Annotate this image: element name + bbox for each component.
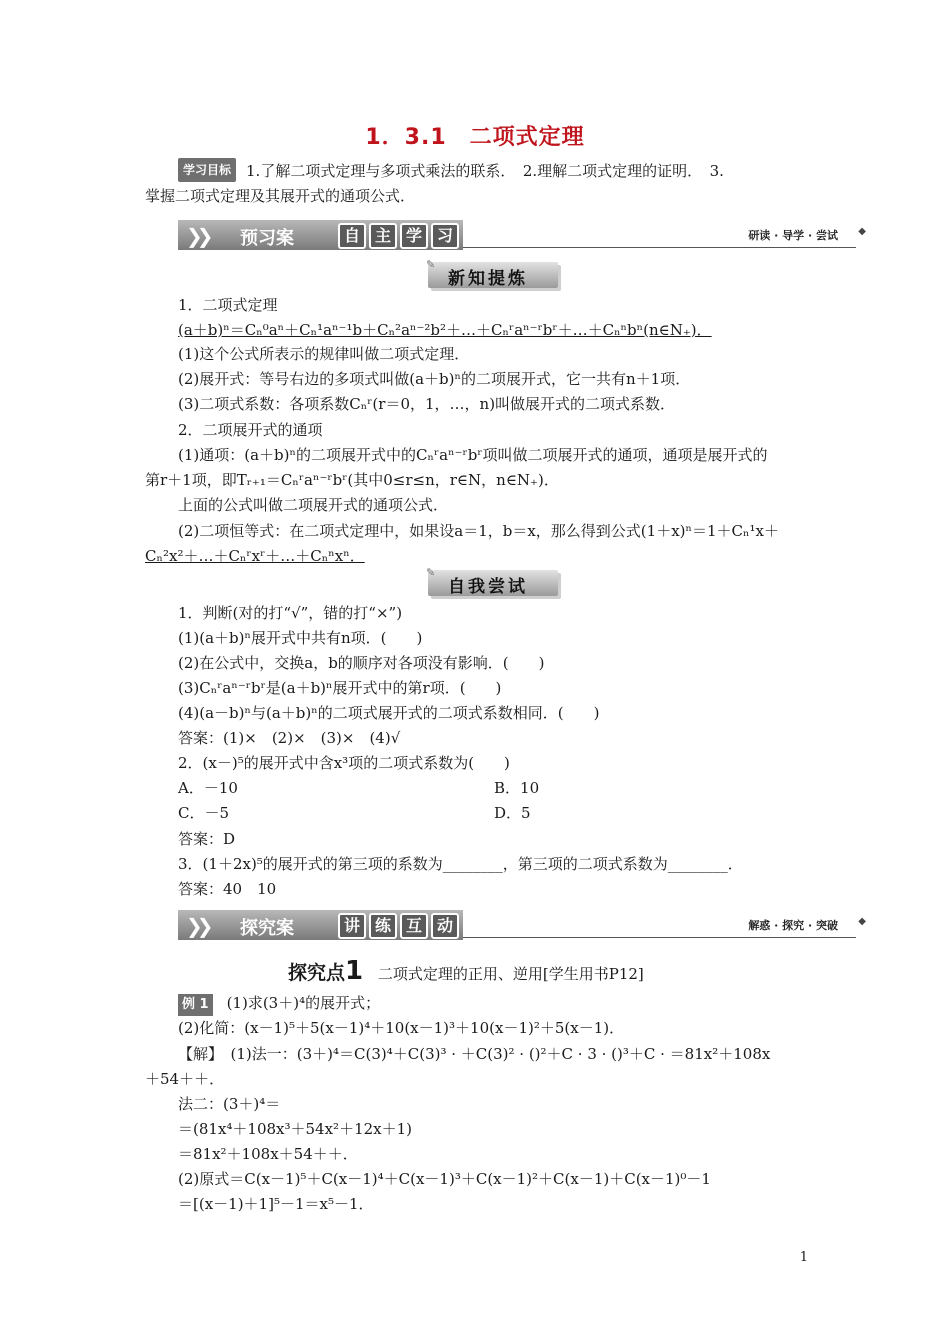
example-badge: 例 1	[178, 994, 213, 1016]
pencil-icon: ✎	[426, 258, 436, 271]
banner-rule	[463, 247, 856, 248]
banner-char: 主	[369, 223, 397, 249]
banner-char: 动	[431, 913, 459, 939]
option-c: C．－5	[178, 804, 230, 822]
text-line: (1)(a＋b)ⁿ展开式中共有n项．( )	[178, 629, 423, 647]
solution-line: 【解】 (1)法一：(3＋)⁴＝C(3)⁴＋C(3)³ · ＋C(3)² · ()²＋C · 3 · ()³＋C · ＝81x²＋108x	[178, 1045, 771, 1063]
page-title: 1．3.1 二项式定理	[365, 125, 585, 150]
option-d: D．5	[494, 804, 531, 822]
banner-char: 习	[431, 223, 459, 249]
option-b: B．10	[494, 779, 540, 797]
banner-title: 探究案	[240, 918, 294, 939]
explore-section-banner	[178, 910, 866, 940]
banner-rule	[463, 937, 856, 938]
text-line: 2．二项展开式的通项	[178, 421, 323, 439]
topic-description: 二项式定理的正用、逆用[学生用书P12]	[377, 965, 644, 983]
banner-char: 讲	[338, 913, 366, 939]
banner-boxed-text	[338, 223, 459, 249]
diamond-icon: ◆	[858, 226, 866, 237]
topic-label: 探究点	[288, 962, 346, 984]
binomial-formula: (a＋b)ⁿ＝Cₙ⁰aⁿ＋Cₙ¹aⁿ⁻¹b＋Cₙ²aⁿ⁻²b²＋…＋Cₙʳaⁿ⁻ʳbʳ＋…＋Cₙⁿbⁿ(n∈N₊)．	[178, 321, 712, 339]
subsection-header-self-test	[426, 566, 558, 597]
banner-char: 学	[400, 223, 428, 249]
learning-goals-badge: 学习目标	[178, 158, 236, 182]
text-line: (4)(a－b)ⁿ与(a＋b)ⁿ的二项式展开式的二项式系数相同．( )	[178, 704, 600, 722]
subsection-title: 自我尝试	[448, 577, 528, 597]
text-line: (1)求(3＋)⁴的展开式；	[226, 994, 381, 1012]
text-line: 1．判断(对的打“√”，错的打“×”)	[178, 604, 403, 622]
text-line: ＝(81x⁴＋108x³＋54x²＋12x＋1)	[178, 1120, 413, 1138]
text-line: 法二：(3＋)⁴＝	[178, 1095, 281, 1113]
learning-goals-line2: 掌握二项式定理及其展开式的通项公式．	[145, 187, 416, 205]
text-line: (2)在公式中，交换a，b的顺序对各项没有影响．( )	[178, 654, 545, 672]
text-line: ＝81x²＋108x＋54＋＋．	[178, 1145, 358, 1163]
text-line: (3)二项式系数：各项系数Cₙʳ(r＝0，1，…，n)叫做展开式的二项式系数．	[178, 395, 676, 413]
example-line	[178, 992, 380, 1016]
topic-heading	[288, 956, 644, 989]
banner-tagline: 解惑 · 探究 · 突破	[748, 919, 838, 932]
diamond-icon: ◆	[858, 916, 866, 927]
text-line: 答案：(1)× (2)× (3)× (4)√	[178, 729, 401, 747]
learning-goals-text: 1.了解二项式定理与多项式乘法的联系． 2.理解二项式定理的证明． 3.	[246, 162, 724, 180]
subsection-header-new-knowledge	[426, 258, 558, 289]
text-line: Cₙ²x²＋…＋Cₙʳxʳ＋…＋Cₙⁿxⁿ．	[145, 547, 365, 565]
preview-section-banner	[178, 220, 866, 250]
pencil-icon: ✎	[426, 566, 436, 579]
learning-goals-line1	[178, 158, 724, 182]
text-line: (2)二项恒等式：在二项式定理中，如果设a＝1，b＝x，那么得到公式(1＋x)ⁿ＝1＋Cₙ¹x＋	[178, 522, 779, 540]
text-line: (1)这个公式所表示的规律叫做二项式定理．	[178, 345, 470, 363]
page-number: 1	[799, 1250, 808, 1265]
text-line: (2)化简：(x－1)⁵＋5(x－1)⁴＋10(x－1)³＋10(x－1)²＋5(x－1)．	[178, 1019, 625, 1037]
text-line: (1)通项：(a＋b)ⁿ的二项展开式中的Cₙʳaⁿ⁻ʳbʳ项叫做二项展开式的通项，通项是展开式的	[178, 446, 768, 464]
text-line: ＝[(x－1)＋1]⁵－1＝x⁵－1．	[178, 1195, 374, 1213]
text-line: 答案：D	[178, 830, 236, 848]
banner-char: 练	[369, 913, 397, 939]
subsection-title: 新知提炼	[448, 269, 528, 289]
topic-number: 1	[345, 956, 364, 986]
text-line: 1．二项式定理	[178, 296, 278, 314]
text-line: 答案：40 10	[178, 880, 277, 898]
text-line: (2)原式＝C(x－1)⁵＋C(x－1)⁴＋C(x－1)³＋C(x－1)²＋C(x－1)＋C(x－1)⁰－1	[178, 1170, 711, 1188]
banner-boxed-text	[338, 913, 459, 939]
text-line: 第r＋1项，即Tᵣ₊₁＝Cₙʳaⁿ⁻ʳbʳ(其中0≤r≤n，r∈N，n∈N₊)．	[145, 471, 559, 489]
text-line: (3)Cₙʳaⁿ⁻ʳbʳ是(a＋b)ⁿ展开式中的第r项．( )	[178, 679, 502, 697]
text-line: 上面的公式叫做二项展开式的通项公式．	[178, 496, 449, 514]
text-line: 3．(1＋2x)⁵的展开式的第三项的系数为________，第三项的二项式系数为________．	[178, 855, 743, 873]
chevron-double-icon: ❯❯	[186, 224, 208, 248]
option-a: A．－10	[178, 779, 238, 797]
text-line: ＋54＋＋．	[145, 1070, 225, 1088]
banner-title: 预习案	[240, 228, 294, 249]
banner-tagline: 研读 · 导学 · 尝试	[748, 229, 838, 242]
chevron-double-icon: ❯❯	[186, 914, 208, 938]
banner-char: 自	[338, 223, 366, 249]
banner-char: 互	[400, 913, 428, 939]
text-line: (2)展开式：等号右边的多项式叫做(a＋b)ⁿ的二项展开式，它一共有n＋1项．	[178, 370, 691, 388]
text-line: 2．(x－)⁵的展开式中含x³项的二项式系数为( )	[178, 754, 510, 772]
